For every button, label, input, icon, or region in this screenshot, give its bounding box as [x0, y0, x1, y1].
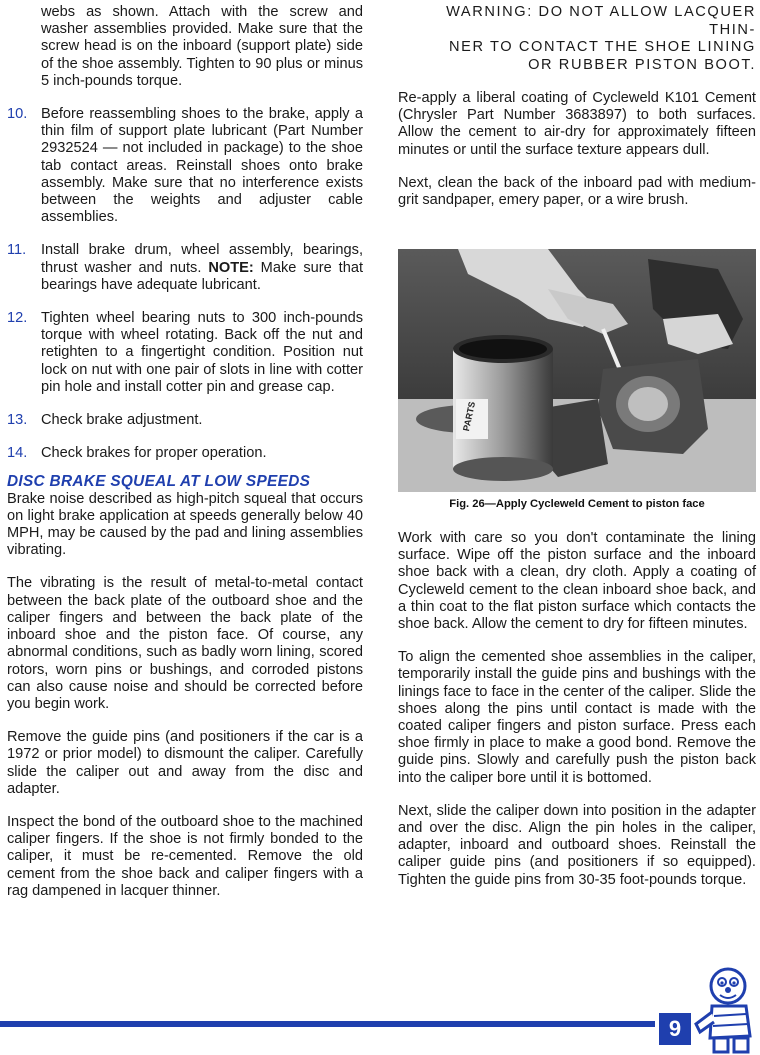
step-10 — [7, 106, 363, 226]
step-11 — [7, 242, 363, 294]
step-text: Tighten wheel bearing nuts to 300 inch-pounds torque with wheel rotating. Back off the nut and retighten to a fingertight condition. Position nut lock on nut with one pair of slots in line with cotter pin hole and install cotter pin and grease cap. — [41, 310, 363, 395]
step-13 — [7, 412, 363, 429]
warning-line: WARNING: DO NOT ALLOW LACQUER THIN- — [446, 4, 756, 38]
step-text: Check brakes for proper operation. — [41, 445, 267, 462]
warning-line: OR RUBBER PISTON BOOT. — [528, 56, 756, 73]
step-number: 14. — [7, 445, 28, 462]
warning-block — [398, 4, 756, 74]
page-number: 9 — [659, 1013, 691, 1045]
cement-application-photo — [398, 249, 756, 492]
paragraph: Remove the guide pins (and positioners if the car is a 1972 or prior model) to dismount the caliper. Carefully slide the caliper out and away from the disc and adapter. — [7, 729, 363, 797]
figure-caption: Fig. 26—Apply Cycleweld Cement to piston face — [449, 498, 705, 510]
step-text — [41, 242, 363, 294]
step-number: 12. — [7, 310, 28, 327]
can-label: PARTS — [461, 400, 478, 433]
note-label: NOTE: — [208, 259, 254, 276]
right-column-top — [398, 4, 756, 209]
step-number: 11. — [7, 242, 27, 259]
right-column-bottom — [398, 530, 756, 889]
step-12 — [7, 310, 363, 396]
paragraph: To align the cemented shoe assemblies in the caliper, temporarily install the guide pins and bushings with the linings face to face in the center of the caliper. Slide the shoes along the pins until contact is made with the coated caliper fingers and piston surface. Press each shoe firmly in place to make a good bond. Remove the guide pins. Slowly and carefully push the piston back into the caliper bore until it is bottomed. — [398, 649, 756, 786]
mechanic-mascot-icon — [690, 966, 760, 1055]
left-column — [7, 4, 363, 900]
footer-rule — [0, 1021, 655, 1027]
paragraph: Next, clean the back of the inboard pad with medium-grit sandpaper, emery paper, or a wire brush. — [398, 174, 756, 209]
paragraph: Inspect the bond of the outboard shoe to the machined caliper fingers. If the shoe is not firmly bonded to the caliper, it must be re-cemented. Remove the old cement from the shoe back and caliper fingers with a rag dampened in lacquer thinner. — [7, 813, 363, 899]
step-text: Check brake adjustment. — [41, 412, 203, 429]
warning-line: NER TO CONTACT THE SHOE LINING — [449, 39, 756, 55]
paragraph: The vibrating is the result of metal-to-metal contact between the back plate of the outboard shoe and the caliper fingers and between the back plate of the inboard shoe and the piston face. Of course, any abnormal conditions, such as badly worn lining, scored rotors, worn pins or bushings, and corroded pistons can also cause noise and should be corrected before you begin work. — [7, 575, 363, 712]
paragraph: Next, slide the caliper down into position in the adapter and over the disc. Align the pin holes in the caliper, adapter, inboard and outboard shoes. Reinstall the caliper guide pins (and positioners if so equipped). Tighten the guide pins from 30-35 foot-pounds torque. — [398, 802, 756, 888]
step-9-continuation: webs as shown. Attach with the screw and washer assemblies provided. Make sure that the screw head is on the inboard (support plate) side of the shoe assembly. Tighten to 90 plus or minus 5 inch-pounds torque. — [41, 4, 363, 89]
step-14 — [7, 445, 363, 462]
paragraph: Re-apply a liberal coating of Cycleweld K101 Cement (Chrysler Part Number 3683897) to both surfaces. Allow the cement to air-dry for approximately fifteen minutes or until the surface texture appears dull. — [398, 90, 756, 158]
paragraph: Brake noise described as high-pitch squeal that occurs on light brake application at speeds generally below 40 MPH, may be caused by the pad and lining assemblies vibrating. — [7, 490, 363, 559]
step-text-part: Install brake drum, wheel assembly, bearings, thrust washer and nuts. — [41, 242, 363, 276]
step-number: 13. — [7, 412, 28, 429]
paragraph: Work with care so you don't contaminate the lining surface. Wipe off the piston surface and the inboard shoe back with a clean, dry cloth. Apply a coating of Cycleweld cement to the clean inboard shoe back, and a thin coat to the flat piston surface which contacts the shoe back. Allow the cement to dry for fifteen minutes. — [398, 530, 756, 633]
section-heading: DISC BRAKE SQUEAL AT LOW SPEEDS — [7, 473, 311, 491]
step-number: 10. — [7, 106, 28, 123]
step-text-part: Make sure that bearings have adequate lubricant. — [41, 259, 363, 293]
step-text: Before reassembling shoes to the brake, apply a thin film of support plate lubricant (Part Number 2932524 — not included in package) to the shoe tab contact areas. Reinstall shoes onto brake assembly. Make sure that no interference exists between the weights and adjuster cable assemblies. — [41, 106, 363, 226]
figure-photo — [398, 249, 756, 492]
